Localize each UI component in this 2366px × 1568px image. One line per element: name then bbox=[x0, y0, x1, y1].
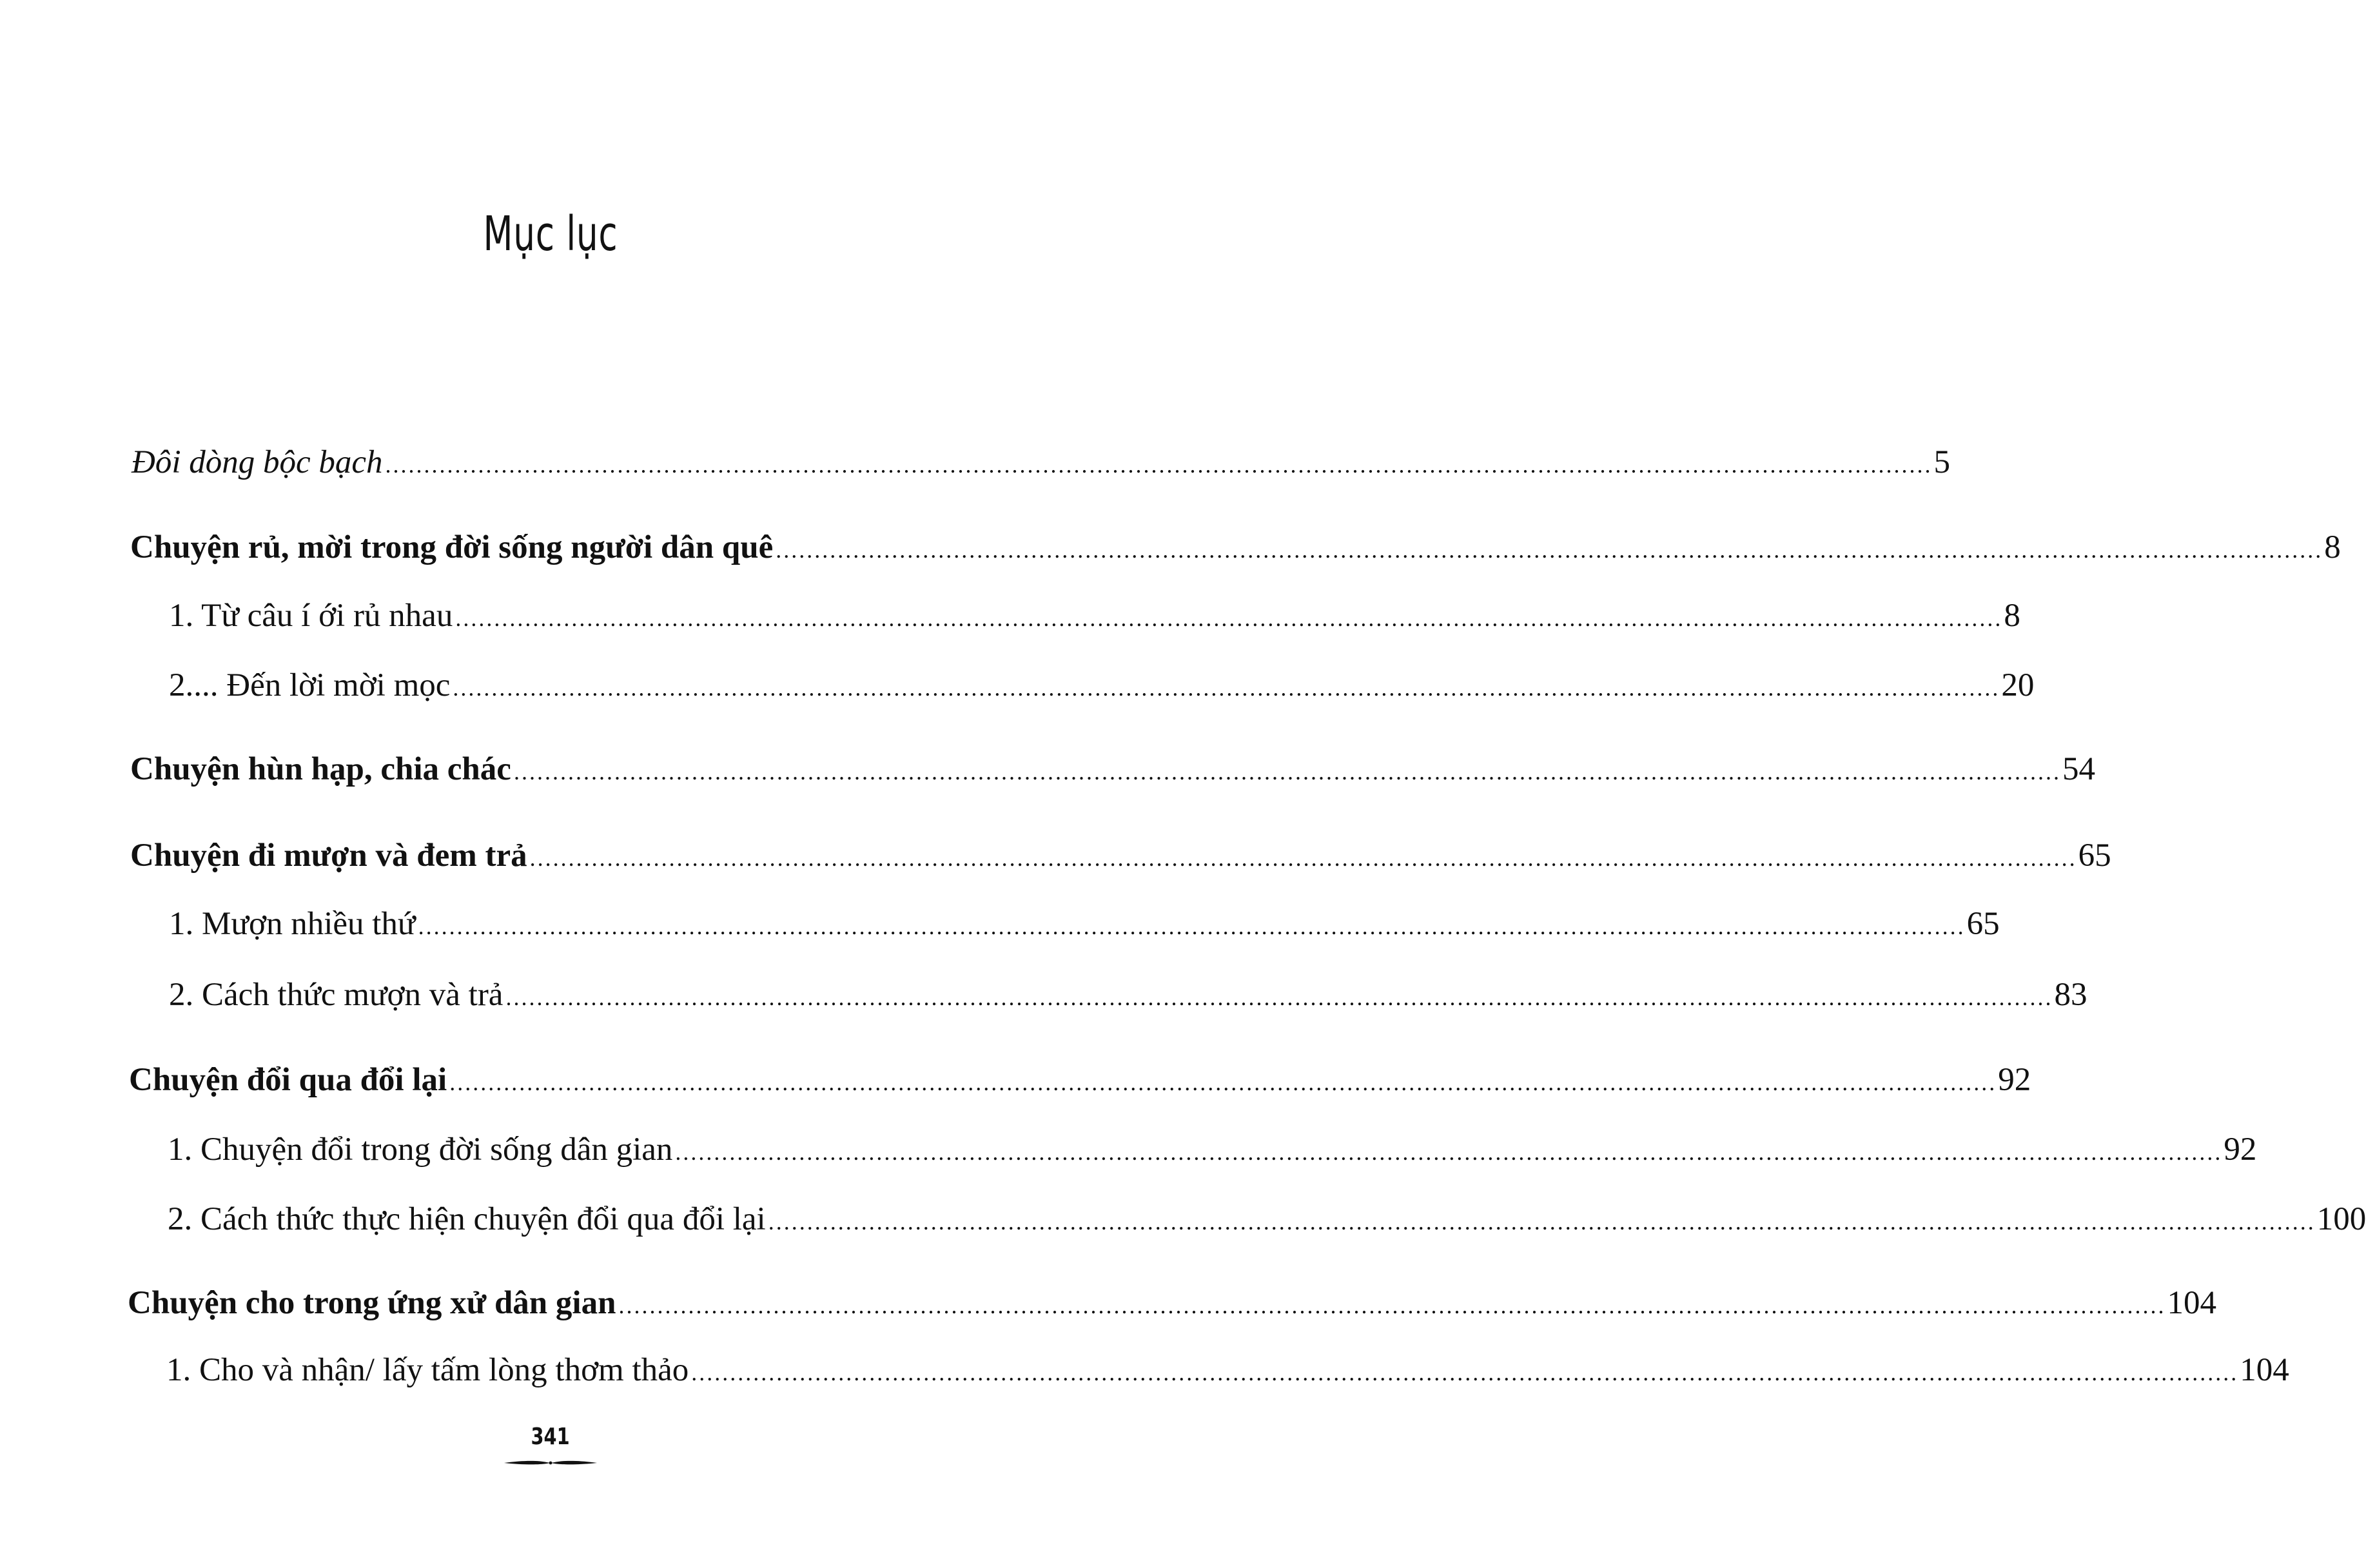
toc-entry-label: Chuyện cho trong ứng xử dân gian bbox=[128, 1285, 616, 1321]
dot-leader: ........................................................................................................................................................................................................ bbox=[675, 1139, 2223, 1165]
toc-page-number: 104 bbox=[2240, 1352, 2289, 1388]
toc-entry-label: Đôi dòng bộc bạch bbox=[132, 444, 383, 480]
toc-entry-chapter bbox=[130, 833, 2111, 878]
toc-page-number: 100 bbox=[2316, 1201, 2366, 1237]
toc-entry-section bbox=[169, 663, 2035, 708]
toc-page-number: 5 bbox=[1933, 444, 1951, 480]
toc-entry-section bbox=[168, 1197, 2366, 1242]
dot-leader: ........................................................................................................................................................................................................ bbox=[529, 845, 2077, 871]
toc-entry-label: Chuyện rủ, mời trong đời sống người dân quê bbox=[130, 529, 774, 565]
toc-entry-label: 1. Cho và nhận/ lấy tấm lòng thơm thảo bbox=[166, 1352, 689, 1388]
toc-entry-label: Chuyện hùn hạp, chia chác bbox=[130, 751, 511, 787]
toc-page-number: 8 bbox=[2004, 598, 2020, 634]
toc-page-number: 65 bbox=[1966, 906, 2000, 942]
toc-entry-label: 2. Cách thức mượn và trả bbox=[169, 977, 504, 1013]
toc-entry-section bbox=[169, 593, 2020, 638]
toc-page-number: 104 bbox=[2167, 1285, 2216, 1321]
toc-entry-label: 1. Mượn nhiều thứ bbox=[169, 906, 416, 942]
toc-entry-chapter bbox=[129, 1057, 2031, 1102]
toc-entry-chapter bbox=[130, 525, 2341, 570]
ornament-flourish-icon bbox=[503, 1458, 598, 1467]
page-title: Mục lục bbox=[483, 206, 618, 262]
dot-leader: ........................................................................................................................................................................................................ bbox=[505, 985, 2053, 1010]
toc-entry-label: 2. Cách thức thực hiện chuyện đổi qua đổi lại bbox=[168, 1201, 766, 1237]
toc-page-number: 8 bbox=[2324, 529, 2341, 565]
dot-leader: ........................................................................................................................................................................................................ bbox=[691, 1360, 2239, 1386]
toc-entry-label: 1. Từ câu í ới rủ nhau bbox=[169, 598, 453, 634]
toc-entry-chapter bbox=[128, 1280, 2216, 1326]
folio-number: 341 bbox=[531, 1424, 571, 1450]
toc-entry-label: Chuyện đổi qua đổi lại bbox=[129, 1062, 447, 1098]
toc-entry-section bbox=[166, 1348, 2289, 1393]
toc-page-number: 92 bbox=[2224, 1132, 2257, 1168]
toc-entry-section bbox=[168, 1127, 2257, 1172]
toc-page-number: 20 bbox=[2001, 667, 2035, 703]
dot-leader: ........................................................................................................................................................................................................ bbox=[455, 605, 2003, 631]
dot-leader: ........................................................................................................................................................................................................ bbox=[418, 914, 1966, 939]
toc-entry-label: 1. Chuyện đổi trong đời sống dân gian bbox=[168, 1132, 673, 1168]
toc-entry-section bbox=[169, 901, 2000, 946]
dot-leader: ........................................................................................................................................................................................................ bbox=[776, 537, 2323, 563]
toc-entry-intro bbox=[132, 440, 1951, 485]
toc-page-number: 54 bbox=[2062, 751, 2095, 787]
toc-page-number: 92 bbox=[1998, 1062, 2031, 1098]
toc-entry-section bbox=[169, 972, 2087, 1017]
dot-leader: ........................................................................................................................................................................................................ bbox=[513, 759, 2061, 785]
toc-entry-label: 2.... Đến lời mời mọc bbox=[169, 667, 451, 703]
dot-leader: ........................................................................................................................................................................................................ bbox=[768, 1209, 2316, 1235]
toc-entry-label: Chuyện đi mượn và đem trả bbox=[130, 838, 527, 874]
toc-page-number: 83 bbox=[2054, 977, 2087, 1013]
dot-leader: ........................................................................................................................................................................................................ bbox=[385, 452, 1933, 478]
dot-leader: ........................................................................................................................................................................................................ bbox=[449, 1070, 1997, 1095]
dot-leader: ........................................................................................................................................................................................................ bbox=[453, 675, 2000, 701]
page-number-footer bbox=[0, 1424, 1101, 1450]
toc-page-number: 65 bbox=[2078, 838, 2111, 874]
toc-entry-chapter bbox=[130, 747, 2095, 792]
dot-leader: ........................................................................................................................................................................................................ bbox=[618, 1293, 2166, 1318]
